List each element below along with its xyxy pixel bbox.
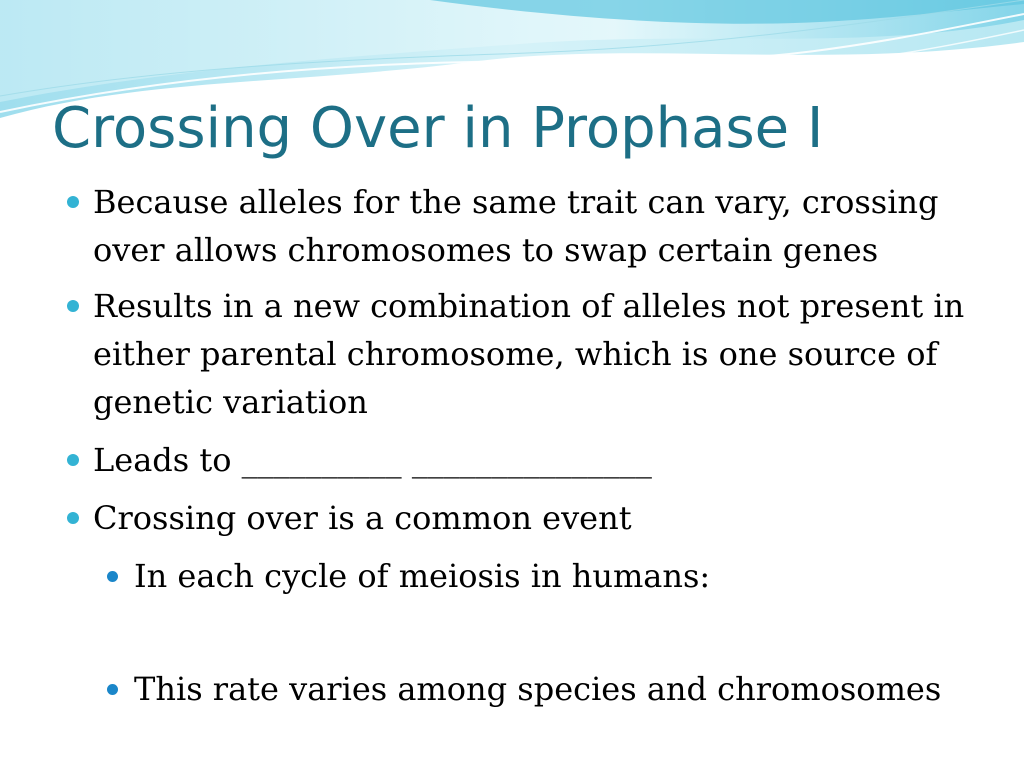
- bullet-item: [93, 494, 1013, 542]
- bullet-dot-icon: [67, 454, 79, 466]
- bullet-item: [93, 436, 1013, 484]
- bullet-text: Crossing over is a common event: [93, 499, 632, 537]
- bullet-dot-icon: [67, 196, 79, 208]
- bullet-text: Results in a new combination of alleles not present in either parental chromosome, which is one source of genetic variation: [93, 287, 965, 421]
- sub-bullet-text: In each cycle of meiosis in humans:: [134, 557, 711, 595]
- bullet-dot-icon: [67, 512, 79, 524]
- slide-title: Crossing Over in Prophase I: [52, 96, 824, 161]
- bullet-text: Leads to __________ _______________: [93, 441, 652, 479]
- sub-bullet-text: This rate varies among species and chromosomes: [134, 670, 942, 708]
- bullet-dot-icon: [67, 300, 79, 312]
- sub-bullet-item: [134, 665, 1014, 713]
- bullet-item: [93, 178, 1013, 274]
- sub-bullet-item: [134, 552, 1014, 600]
- bullet-dot-icon: [107, 571, 118, 582]
- bullet-item: [93, 282, 1013, 426]
- bullet-text: Because alleles for the same trait can vary, crossing over allows chromosomes to swap certain genes: [93, 183, 939, 269]
- bullet-dot-icon: [107, 684, 118, 695]
